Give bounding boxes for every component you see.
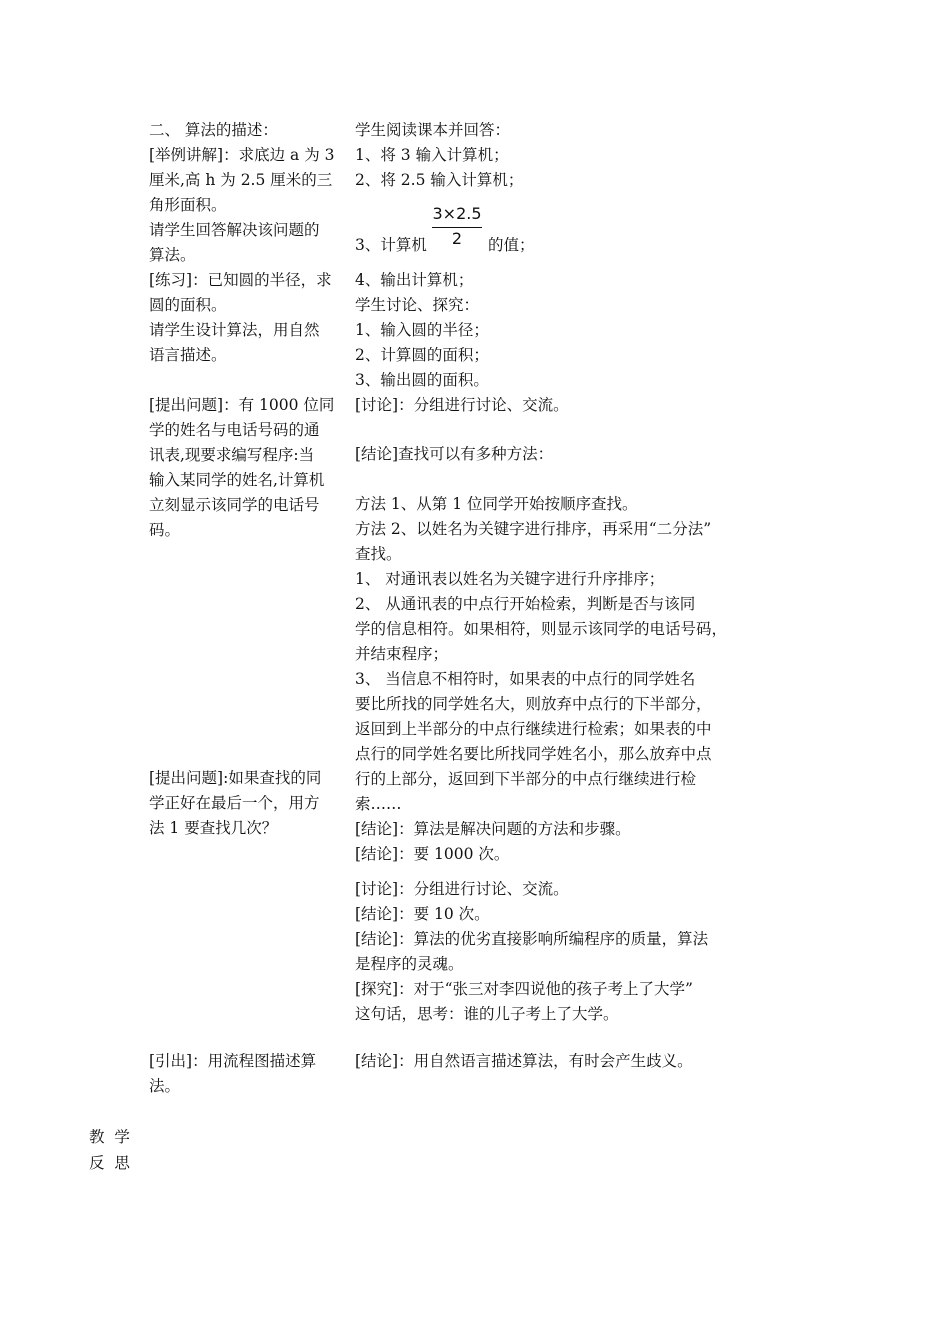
right-text: 1、输入圆的半径；: [355, 321, 489, 339]
reflection-label: 教 学: [89, 1128, 130, 1146]
right-text: 1、将 3 输入计算机；: [355, 146, 509, 164]
right-text: 3、计算机: [355, 236, 427, 254]
right-text: 2、计算圆的面积；: [355, 346, 489, 364]
right-text: 3、输出圆的面积。: [355, 371, 489, 389]
right-text: [探究]：对于“张三对李四说他的孩子考上了大学”: [355, 980, 693, 998]
right-text: [结论]：算法是解决问题的方法和步骤。: [355, 820, 631, 838]
right-text: 并结束程序；: [355, 645, 449, 663]
fraction-formula: [430, 203, 484, 251]
left-text: [引出]：用流程图描述算: [149, 1052, 317, 1070]
right-text: [讨论]：分组进行讨论、交流。: [355, 396, 569, 414]
left-text: 厘米,高 h 为 2.5 厘米的三: [149, 171, 333, 189]
right-text: 点行的同学姓名要比所找同学姓名小，那么放弃中点: [355, 745, 712, 763]
right-text: [讨论]：分组进行讨论、交流。: [355, 880, 569, 898]
left-text: 学正好在最后一个，用方: [149, 794, 320, 812]
right-text: 查找。: [355, 545, 402, 563]
right-text: 学生讨论、探究：: [355, 296, 480, 314]
left-text: 语言描述。: [149, 346, 227, 364]
right-text: [结论]：算法的优劣直接影响所编程序的质量，算法: [355, 930, 709, 948]
right-text: 4、输出计算机；: [355, 271, 474, 289]
left-text: [提出问题]:如果查找的同: [149, 769, 322, 787]
left-text: 输入某同学的姓名,计算机: [149, 471, 325, 489]
left-text: 算法。: [149, 246, 196, 264]
right-text: 2、 从通讯表的中点行开始检索，判断是否与该同: [355, 595, 696, 613]
left-text: [提出问题]：有 1000 位同: [149, 396, 335, 414]
right-text: 方法 1、从第 1 位同学开始按顺序查找。: [355, 495, 638, 513]
left-text: 角形面积。: [149, 196, 227, 214]
right-text: 要比所找的同学姓名大，则放弃中点行的下半部分，: [355, 695, 712, 713]
left-text: 法 1 要查找几次？: [149, 819, 278, 837]
right-text: 这句话，思考：谁的儿子考上了大学。: [355, 1005, 619, 1023]
left-text: [举例讲解]：求底边 a 为 3: [149, 146, 335, 164]
left-text: 请学生设计算法，用自然: [149, 321, 320, 339]
section-heading: 二、 算法的描述：: [149, 121, 278, 139]
left-text: 法。: [149, 1077, 181, 1095]
right-text: [结论]查找可以有多种方法：: [355, 445, 554, 463]
left-text: 请学生回答解决该问题的: [149, 221, 320, 239]
reflection-label: 反 思: [89, 1154, 130, 1172]
right-text: 学生阅读课本并回答：: [355, 121, 511, 139]
right-text: 方法 2、以姓名为关键字进行排序，再采用“二分法”: [355, 520, 712, 538]
right-text: [结论]：用自然语言描述算法，有时会产生歧义。: [355, 1052, 693, 1070]
right-text: 3、 当信息不相符时，如果表的中点行的同学姓名: [355, 670, 696, 688]
left-text: 立刻显示该同学的电话号: [149, 496, 320, 514]
left-text: 圆的面积。: [149, 296, 227, 314]
right-text: 返回到上半部分的中点行继续进行检索；如果表的中: [355, 720, 712, 738]
fraction-numerator: 3×2.5: [432, 204, 482, 223]
fraction-denominator: 2: [451, 229, 463, 248]
left-text: 讯表,现要求编写程序:当: [149, 446, 315, 464]
left-text: 学的姓名与电话号码的通: [149, 421, 320, 439]
left-text: 码。: [149, 521, 181, 539]
right-text: 2、将 2.5 输入计算机；: [355, 171, 524, 189]
right-text: 索……: [355, 795, 402, 813]
right-text: 1、 对通讯表以姓名为关键字进行升序排序；: [355, 570, 665, 588]
right-text: 是程序的灵魂。: [355, 955, 464, 973]
right-text: [结论]：要 1000 次。: [355, 845, 510, 863]
right-text: 的值；: [488, 236, 535, 254]
right-text: 学的信息相符。如果相符，则显示该同学的电话号码，: [355, 620, 728, 638]
right-text: 行的上部分，返回到下半部分的中点行继续进行检: [355, 770, 697, 788]
left-text: [练习]：已知圆的半径，求: [149, 271, 332, 289]
right-text: [结论]：要 10 次。: [355, 905, 490, 923]
